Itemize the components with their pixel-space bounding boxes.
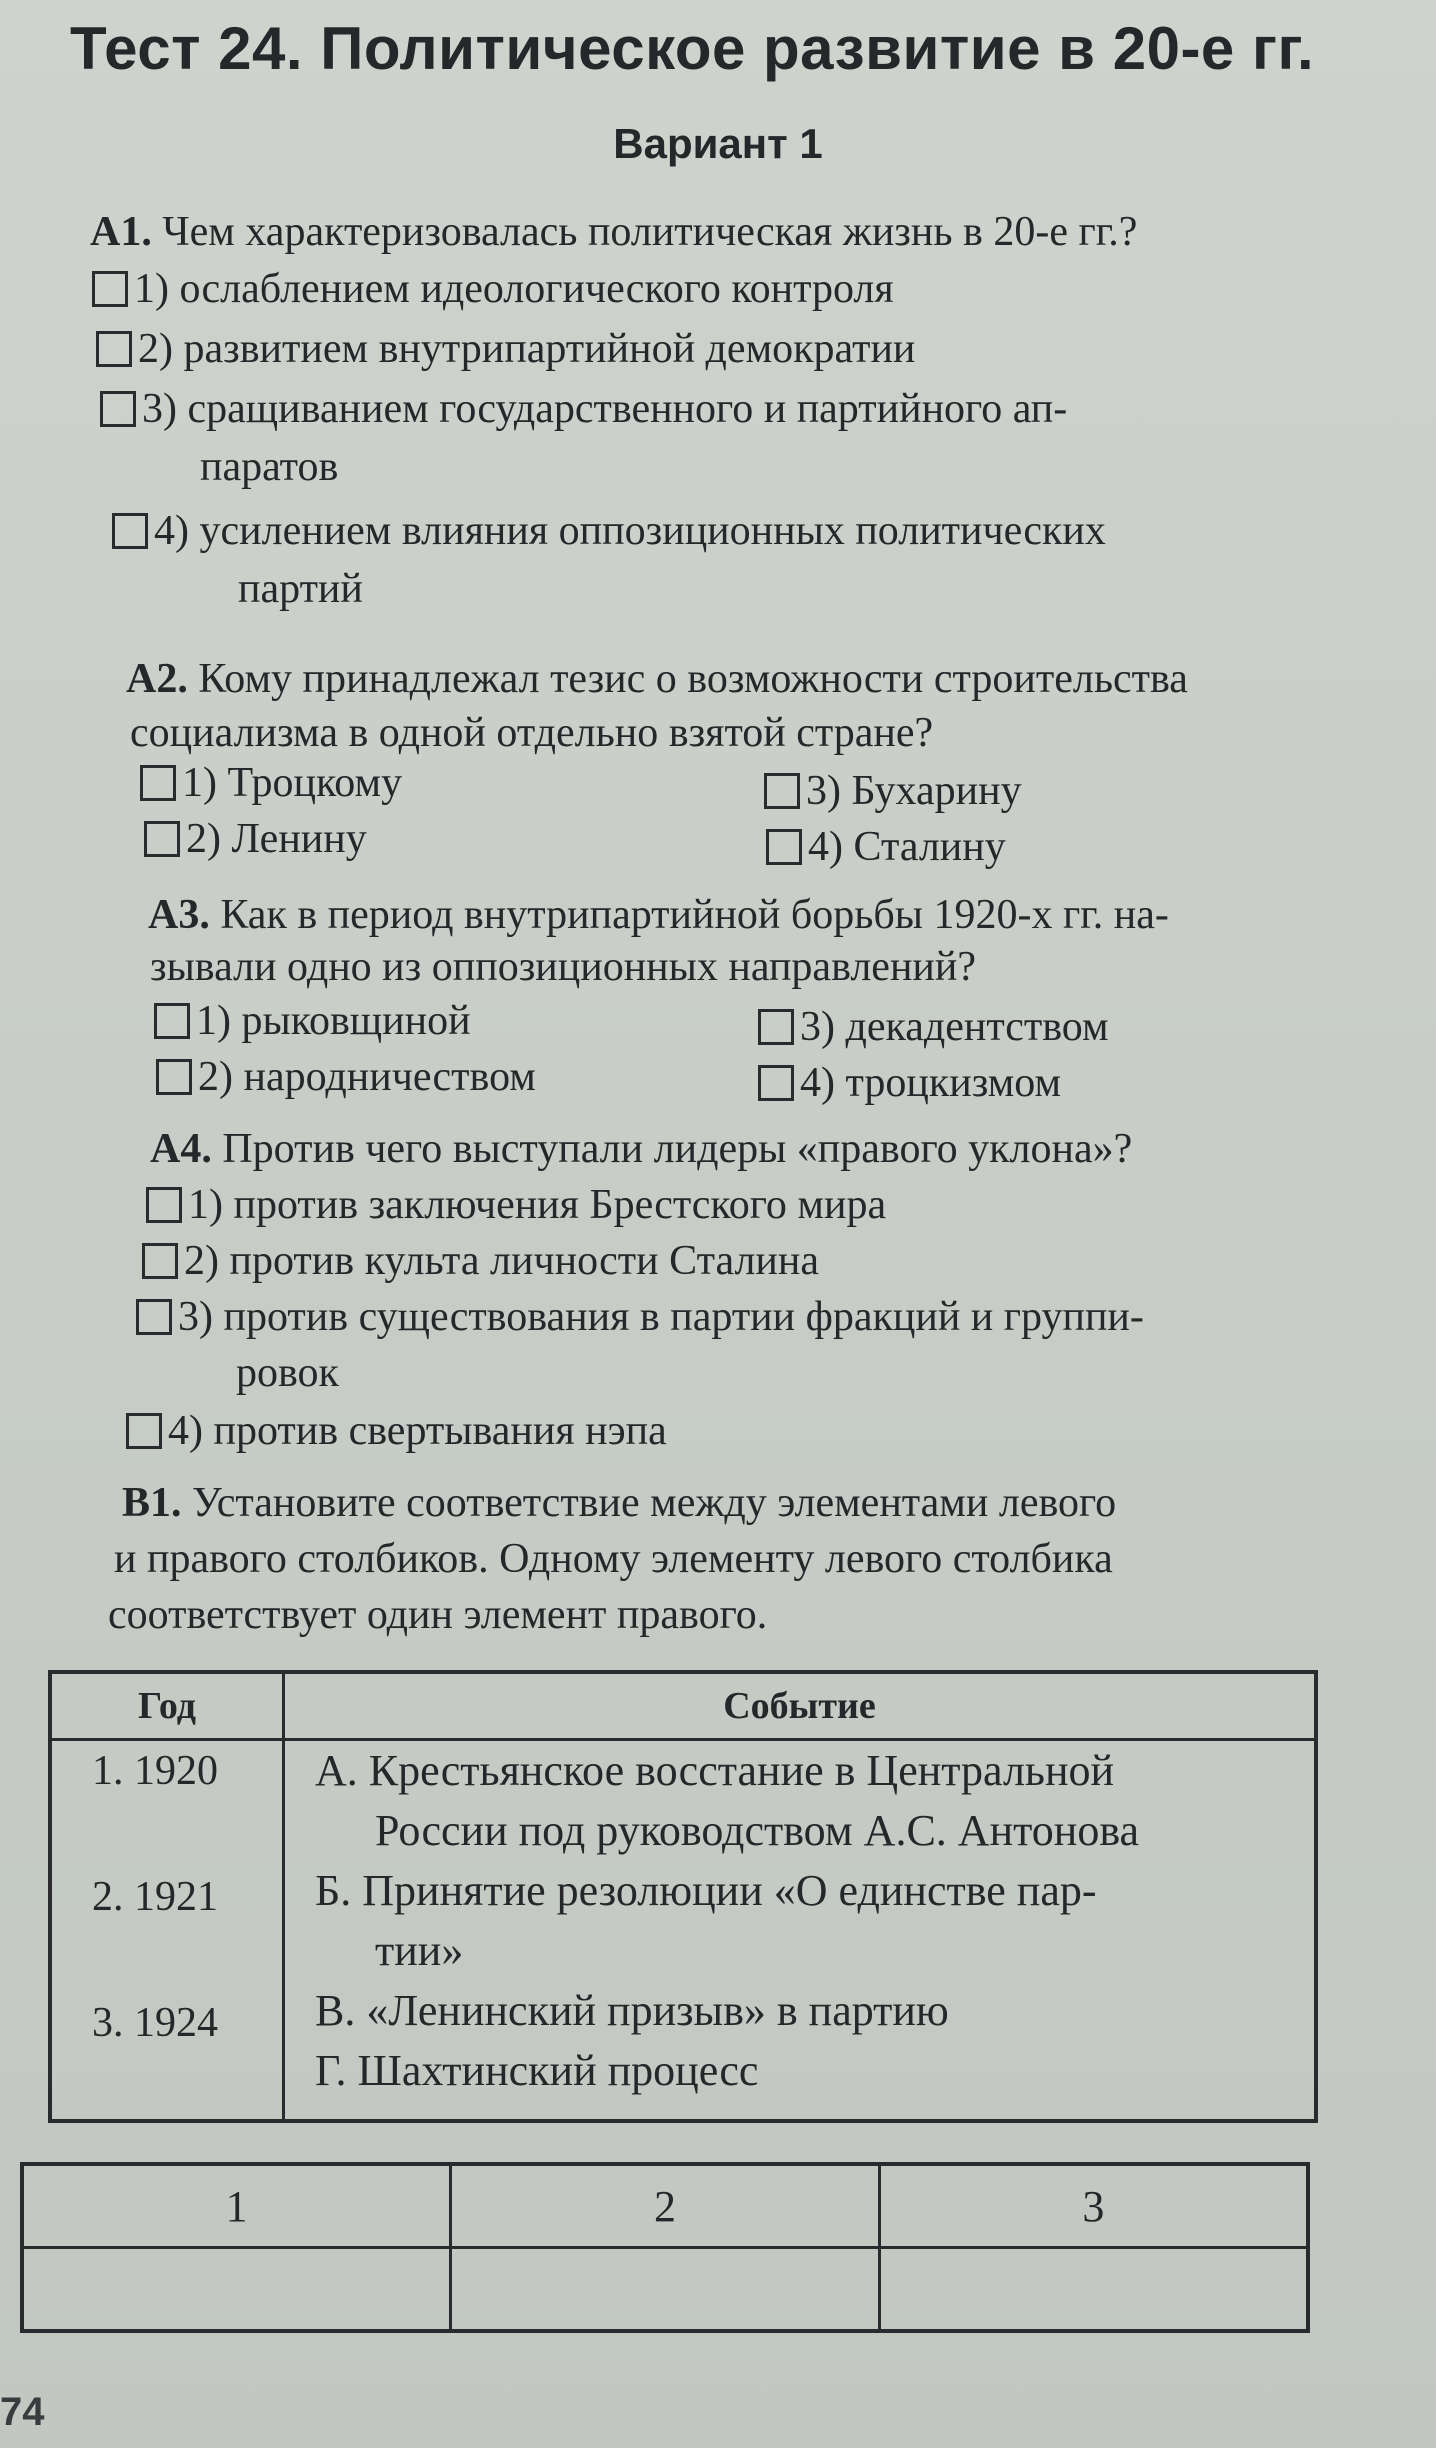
answer-option[interactable] [758,1056,1061,1110]
question-text-continued: соответствует один элемент правого. [108,1592,768,1638]
question-number: А2. [126,656,188,702]
option-label: 2) Ленину [186,816,367,862]
answer-option[interactable] [758,1000,1109,1054]
checkbox[interactable] [92,271,128,307]
option-continuation: ровок [236,1350,339,1396]
question-number: А4. [150,1126,212,1172]
event-line: А. Крестьянское восстание в Центральной [315,1746,1115,1795]
option-label: 4) Сталину [808,824,1006,870]
option-label: 1) рыковщиной [196,998,471,1044]
question-number: А1. [90,209,152,255]
checkbox[interactable] [154,1003,190,1039]
checkbox[interactable] [764,773,800,809]
checkbox[interactable] [96,331,132,367]
years-column [50,1740,284,2122]
question-text: Как в период внутрипартийной борьбы 1920-х гг. на- [220,892,1169,938]
variant-heading: Вариант 1 [613,120,823,167]
option-label: 3) сращиванием государственного и партийного ап- [142,386,1068,432]
page-title: Тест 24. Политическое развитие в 20-е гг. [70,15,1315,82]
column-header-year: Год [50,1672,284,1740]
answer-header: 3 [879,2164,1308,2248]
answer-table [20,2162,1310,2333]
question-text: Кому принадлежал тезис о возможности строительства [198,656,1188,702]
option-label: 3) Бухарину [806,768,1022,814]
answer-header: 2 [451,2164,880,2248]
checkbox[interactable] [126,1413,162,1449]
year-item: 3. 1924 [92,2000,218,2046]
answer-option[interactable] [100,382,1067,436]
event-item [285,2041,1314,2101]
option-label: 3) декадентством [800,1004,1109,1050]
event-line: тии» [375,1926,464,1975]
answer-option[interactable] [140,756,402,810]
option-label: 4) троцкизмом [800,1060,1062,1106]
option-label: 3) против существования в партии фракций и группи- [178,1294,1144,1340]
answer-cell[interactable] [451,2248,880,2332]
question-text-continued: социализма в одной отдельно взятой стране? [130,710,934,756]
answer-option[interactable] [146,1178,886,1232]
question-text: Против чего выступали лидеры «правого уклона»? [222,1126,1133,1172]
answer-option[interactable] [126,1404,667,1458]
question-a4 [150,1122,1132,1176]
option-continuation: паратов [200,444,339,490]
question-text-continued: зывали одно из оппозиционных направлений? [150,944,977,990]
event-line: В. «Ленинский призыв» в партию [315,1986,949,2035]
answer-option[interactable] [766,820,1006,874]
checkbox[interactable] [758,1009,794,1045]
question-text-continued: и правого столбиков. Одному элементу левого столбика [114,1536,1113,1582]
answer-option[interactable] [136,1290,1144,1344]
event-line: России под руководством А.С. Антонова [375,1806,1140,1855]
answer-header: 1 [22,2164,451,2248]
answer-option[interactable] [112,504,1106,558]
page-number: 74 [0,2390,45,2434]
year-item: 2. 1921 [92,1874,218,1920]
checkbox[interactable] [144,821,180,857]
option-label: 2) развитием внутрипартийной демократии [138,326,916,372]
event-line: Б. Принятие резолюции «О единстве пар- [315,1866,1097,1915]
question-b1 [122,1476,1116,1530]
question-a2 [126,652,1188,706]
option-label: 2) против культа личности Сталина [184,1238,820,1284]
answer-option[interactable] [96,322,915,376]
checkbox[interactable] [758,1065,794,1101]
answer-cell[interactable] [22,2248,451,2332]
answer-option[interactable] [156,1050,536,1104]
answer-option[interactable] [142,1234,819,1288]
year-item: 1. 1920 [92,1748,218,1794]
checkbox[interactable] [156,1059,192,1095]
question-number: В1. [122,1480,182,1526]
option-continuation: партий [238,566,363,612]
answer-option[interactable] [764,764,1022,818]
answer-cell[interactable] [879,2248,1308,2332]
checkbox[interactable] [142,1243,178,1279]
event-line: Г. Шахтинский процесс [315,2046,759,2095]
events-column [284,1740,1317,2122]
event-item [285,1861,1314,1981]
checkbox[interactable] [766,829,802,865]
question-a3 [148,888,1169,942]
option-label: 1) против заключения Брестского мира [188,1182,887,1228]
answer-option[interactable] [144,812,367,866]
option-label: 1) ослаблением идеологического контроля [134,266,894,312]
event-item [285,1981,1314,2041]
column-header-event: Событие [284,1672,1317,1740]
option-label: 4) против свертывания нэпа [168,1408,667,1454]
answer-option[interactable] [154,994,471,1048]
question-a1 [90,205,1137,259]
question-number: А3. [148,892,210,938]
option-label: 2) народничеством [198,1054,536,1100]
question-text: Установите соответствие между элементами левого [192,1480,1117,1526]
question-text: Чем характеризовалась политическая жизнь в 20-е гг.? [162,209,1138,255]
checkbox[interactable] [146,1187,182,1223]
checkbox[interactable] [140,765,176,801]
checkbox[interactable] [136,1299,172,1335]
checkbox[interactable] [100,391,136,427]
checkbox[interactable] [112,513,148,549]
event-item [285,1741,1314,1861]
matching-table [48,1670,1318,2123]
answer-option[interactable] [92,262,894,316]
option-label: 1) Троцкому [182,760,403,806]
option-label: 4) усилением влияния оппозиционных политических [154,508,1106,554]
